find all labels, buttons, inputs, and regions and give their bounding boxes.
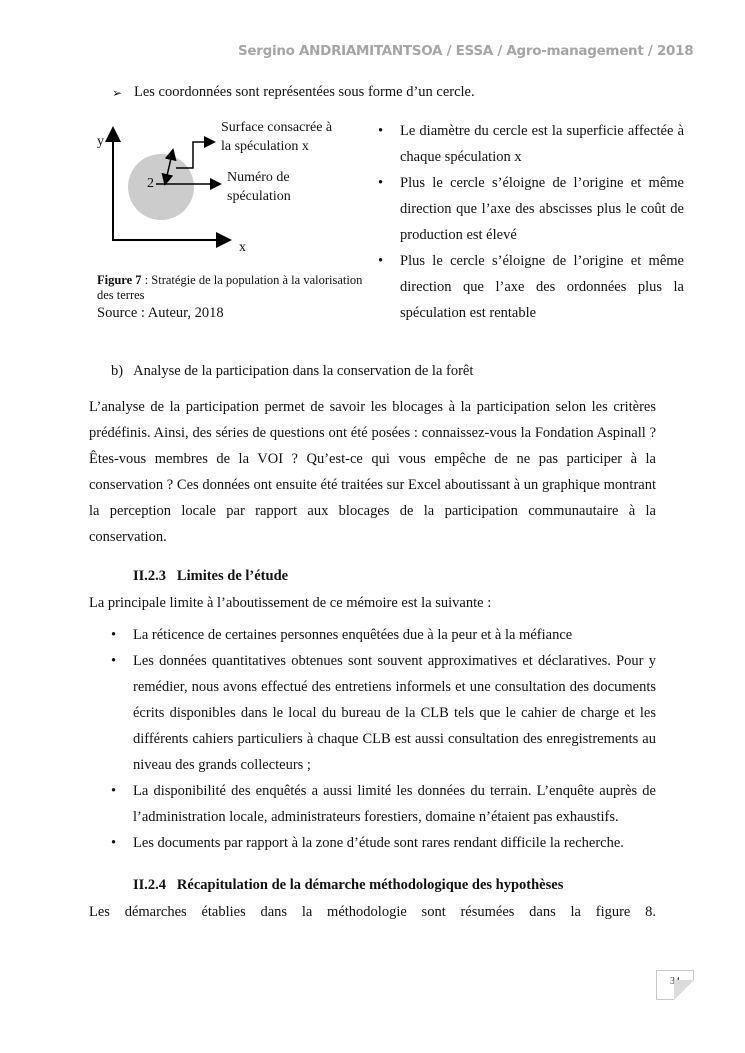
surface-label-line1: Surface consacrée à [221,120,333,135]
page-curl-icon [674,980,694,1000]
surface-label-line2: la spéculation x [221,139,309,154]
list-item: • Plus le cercle s’éloigne de l’origine et même direction que l’axe des abscisses plus le coût de production est élevé [378,170,684,248]
section-title: Récapitulation de la démarche méthodologique des hypothèses [176,877,564,893]
figure-caption [97,273,367,303]
arrow-bullet-icon: ➢ [112,86,123,100]
list-item: • La disponibilité des enquêtés a aussi limité les données du terrain. L’enquête auprès de l’administration locale, administrateurs forestiers, domaine n’étaient pas exhaustifs. [111,778,656,830]
list-item: • Le diamètre du cercle est la superficie affectée à chaque spéculation x [378,118,684,170]
x-axis-label: x [239,240,246,255]
y-axis-label: y [97,134,104,149]
bullet-icon: • [378,253,384,269]
section-heading-2-2-4 [133,877,563,894]
speculation-circle [128,154,194,220]
page-number-box [656,970,694,1000]
bullet-icon: • [111,835,117,851]
numero-label-line2: spéculation [227,189,291,204]
numero-label-line1: Numéro de [227,170,290,185]
bullet-icon: • [378,175,384,191]
limits-intro: La principale limite à l’aboutissement de ce mémoire est la suivante : [89,595,492,611]
list-item: • Les données quantitatives obtenues sont souvent approximatives et déclaratives. Pour y remédier, nous avons effectué des entretiens informels et une consultation des documents écrits disponibles dans le local du bureau de la CLB tels que le cahier de charge et les différents cahiers particuliers à chaque CLB est aussi consultation des enregistrements au niveau des grands collecteurs ; [111,648,656,778]
section-title: Limites de l’étude [176,568,289,584]
running-header: Sergino ANDRIAMITANTSOA / ESSA / Agro-management / 2018 [238,43,694,59]
figure-caption-text: : Stratégie de la population à la valorisation des terres [97,273,363,302]
bullet-icon: • [378,123,384,139]
list-item: • Plus le cercle s’éloigne de l’origine et même direction que l’axe des ordonnées plus la spéculation est rentable [378,248,684,326]
analysis-paragraph: L’analyse de la participation permet de savoir les blocages à la participation selon les critères prédéfinis. Ainsi, des séries de questions ont été posées : connaissez-vous la Fondation Aspinall ? Êtes-vous membres de la VOI ? Qu’est-ce qui vous empêche de ne pas participer à la conservation ? Ces données ont ensuite été traitées sur Excel aboutissant à un graphique montrant la perception locale par rapport aux blocages de la participation communautaire à la conservation. [89,399,656,545]
list-item: • La réticence de certaines personnes enquêtées due à la peur et à la méfiance [111,622,656,648]
final-paragraph: Les démarches établies dans la méthodologie sont résumées dans la figure 8. [89,904,656,920]
bullet-icon: • [111,653,117,669]
section-number: II.2.3 [133,568,167,584]
circle-number: 2 [147,176,154,191]
bullet-icon: • [111,783,117,799]
page-number: 34 [670,976,680,987]
figure-7-diagram [93,118,363,268]
bullet-icon: • [111,627,117,643]
figure-source: Source : Auteur, 2018 [97,305,224,321]
figure-caption-label: Figure 7 [97,273,142,287]
intro-text: Les coordonnées sont représentées sous forme d’un cercle. [134,84,475,100]
subsection-b-heading: b) Analyse de la participation dans la conservation de la forêt [111,363,474,379]
section-heading-2-2-3 [133,568,288,585]
list-item: • Les documents par rapport à la zone d’étude sont rares rendant difficile la recherche. [111,830,656,856]
figure-explanation-list [378,118,684,326]
section-number: II.2.4 [133,877,167,893]
limits-list [111,622,656,856]
